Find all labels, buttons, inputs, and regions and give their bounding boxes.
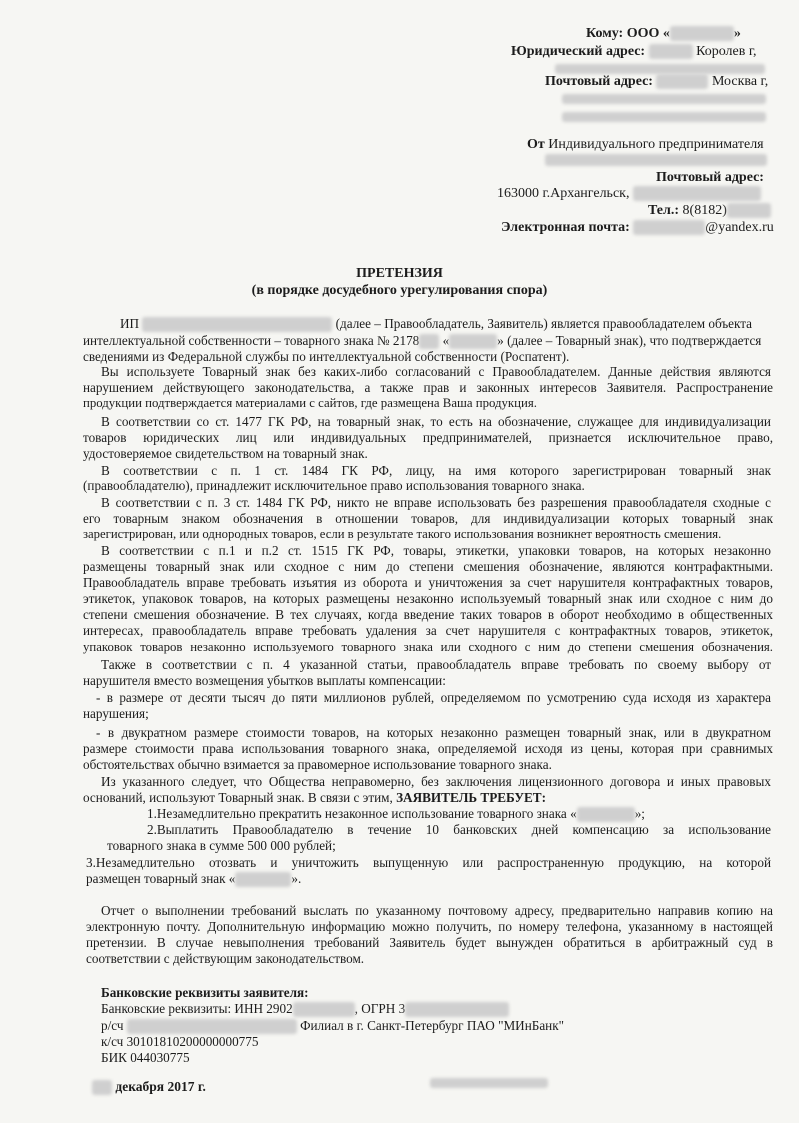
body-line: Вы используете Товарный знак без каких-либо согласований с Правообладателем. Данные действия являются — [101, 364, 771, 379]
legal-address-line — [511, 44, 757, 60]
body-line — [86, 871, 301, 888]
body-line: В соответствии с п.1 и п.2 ст. 1515 ГК РФ, товары, этикетки, упаковки товаров, на которых незаконно — [101, 543, 771, 558]
body-text: размещен товарный знак « — [86, 871, 236, 886]
body-line: интеллектуальной собственности – товарного знака № 2178 « » (далее – Товарный знак), что подтверждается — [83, 333, 762, 348]
body-line: этикеток, упаковок товаров, на которых размещены незаконно используемый товарный знак или сходное с ним до — [83, 591, 773, 606]
postal-address-line — [545, 74, 768, 90]
sender-label: От — [527, 137, 545, 152]
body-text: оснований, используют Товарный знак. В связи с этим, — [83, 790, 393, 805]
bank-line — [101, 1001, 509, 1018]
redacted-block — [405, 1002, 509, 1017]
redacted-block — [419, 334, 439, 349]
sender-postal-value: 163000 г.Архангельск, — [497, 186, 630, 201]
bank-line: БИК 044030775 — [101, 1050, 190, 1065]
body-line: интересах, правообладатель вправе требовать удаления за счет нарушителя с контрафактных товаров, этикеток, — [83, 623, 773, 638]
postal-address-city: Москва г, — [711, 74, 769, 89]
body-line: В соответствии со ст. 1477 ГК РФ, на товарный знак, то есть на обозначение, служащее для индивидуализации — [101, 414, 771, 429]
bank-line: к/сч 30101810200000000775 — [101, 1034, 259, 1049]
document-date: декабря 2017 г. — [115, 1079, 206, 1094]
body-text: Банковские реквизиты: ИНН 2902 — [101, 1001, 293, 1016]
bank-line — [101, 1018, 564, 1035]
body-text: ИП — [120, 316, 140, 331]
body-line: - в размере от десяти тысяч до пяти миллионов рублей, определяемом по усмотрению суда исходя из характера — [96, 690, 771, 705]
body-line: соответствии с действующим законодательством. — [86, 951, 365, 966]
recipient-prefix: Кому: ООО « — [586, 26, 670, 41]
redacted-block — [92, 1080, 112, 1095]
signature-redacted — [430, 1078, 548, 1088]
body-text: 1.Незамедлительно прекратить незаконное использование товарного знака « — [147, 806, 577, 821]
redacted-block — [545, 154, 767, 166]
sender-text: Индивидуального предпринимателя — [548, 137, 764, 152]
recipient-line — [586, 26, 741, 42]
body-text: интеллектуальной собственности – товарного знака № 2178 — [83, 333, 420, 348]
body-line: товарного знака в сумме 500 000 рублей; — [107, 838, 336, 853]
body-line: Правообладатель вправе требовать изъятия из оборота и уничтожения за счет нарушителя контрафактных товаров, — [83, 575, 773, 590]
redacted-block — [235, 872, 291, 887]
legal-address-label: Юридический адрес: — [511, 44, 646, 59]
body-line — [83, 790, 546, 807]
redacted-block — [649, 44, 693, 59]
document-subtitle: (в порядке досудебного урегулирования спора) — [251, 283, 548, 298]
body-line: Отчет о выполнении требований выслать по указанному почтовому адресу, предварительно направив копию на — [101, 903, 773, 918]
redacted-block — [555, 64, 765, 74]
body-text: ». — [291, 871, 302, 886]
body-line: товаров юридических лиц или индивидуальных предпринимателей, признается исключительное право, — [83, 430, 773, 445]
body-line: зарегистрирован, или однородных товаров, если в результате такого использования возникнет вероятность смешения. — [83, 527, 722, 541]
redacted-block — [633, 186, 761, 201]
document-date-line — [92, 1079, 206, 1095]
body-text: , ОГРН 3 — [354, 1001, 406, 1016]
email-value: @yandex.ru — [705, 220, 774, 235]
body-line: размещены товарный знак или сходное с ним до степени смешения обозначение, являются контрафактными. — [83, 559, 773, 574]
demand-item: 3.Незамедлительно отозвать и уничтожить выпущенную или распространенную продукцию, на которой — [86, 855, 771, 870]
redacted-block — [633, 220, 705, 235]
body-line: степени смешения обозначение. В тех случаях, когда введение таких товаров в оборот необходимо в общественных — [83, 607, 773, 622]
email-label: Электронная почта: — [501, 220, 630, 235]
phone-line — [648, 203, 771, 219]
redacted-block — [562, 112, 766, 122]
body-line: сведениями из Федеральной службы по интеллектуальной собственности (Роспатент). — [83, 349, 570, 364]
email-line — [501, 220, 774, 236]
body-line: (правообладателю), принадлежит исключительное право использования товарного знака. — [83, 478, 585, 493]
redacted-block — [656, 74, 708, 89]
demand-item — [147, 806, 645, 823]
phone-value: 8(8182) — [682, 203, 727, 218]
document-title: ПРЕТЕНЗИЯ — [356, 266, 443, 281]
body-line: нарушителя вместо возмещения убытков выплаты компенсации: — [83, 673, 446, 688]
body-line: удостоверяемое свидетельством на товарный знак. — [83, 446, 368, 461]
demand-heading: ЗАЯВИТЕЛЬ ТРЕБУЕТ: — [396, 790, 546, 805]
body-line: В соответствии с п. 1 ст. 1484 ГК РФ, лицу, на имя которого зарегистрирован товарный знак — [101, 463, 771, 478]
body-line: его товарным знаком обозначения в отношении товаров, для индивидуализации которых товарный знак — [83, 511, 773, 526]
body-line: размере стоимости права использования товарного знака, определяемой исходя из цены, которая при сравнимых — [83, 741, 773, 756]
body-line — [120, 316, 752, 333]
redacted-block — [127, 1019, 297, 1034]
redacted-block — [142, 317, 332, 332]
recipient-suffix: » — [733, 26, 741, 41]
body-line: Из указанного следует, что Общества неправомерно, без заключения лицензионного договора и иных правовых — [101, 774, 771, 789]
body-text: р/сч — [101, 1018, 124, 1033]
demand-item: 2.Выплатить Правообладателю в течение 10 банковских дней компенсацию за использование — [147, 822, 771, 837]
sender-postal-label: Почтовый адрес: — [656, 170, 764, 185]
body-line: Также в соответствии с п. 4 указанной статьи, правообладатель вправе требовать по своему выбору от — [101, 657, 771, 672]
legal-address-city: Королев г, — [696, 44, 757, 59]
body-line: обстоятельствах обычно взимается за правомерное использование товарного знака. — [83, 757, 552, 772]
body-text: »; — [634, 806, 645, 821]
body-line: - в двукратном размере стоимости товаров, на которых незаконно размещен товарный знак, или в двукратном — [96, 725, 771, 740]
body-line: нарушением действующего законодательства, а также прав и законных интересов Заявителя. Распространение — [83, 380, 773, 395]
redacted-block — [727, 203, 771, 218]
body-line: продукции подтверждается материалами с сайтов, где размещена Ваша продукция. — [83, 396, 537, 410]
body-line: упаковок товаров незаконно используемого товарного знака или сходного с ним до степени смешения обозначения. — [83, 640, 773, 654]
sender-postal-line — [497, 186, 761, 202]
body-text: » (далее – Товарный знак), что подтверждается — [497, 333, 762, 348]
postal-address-label: Почтовый адрес: — [545, 74, 653, 89]
bank-title: Банковские реквизиты заявителя: — [101, 985, 309, 1000]
body-text: Филиал в г. Санкт-Петербург ПАО "МИнБанк" — [300, 1018, 565, 1033]
redacted-block — [577, 807, 635, 822]
body-line: нарушения; — [83, 706, 149, 721]
redacted-block — [562, 94, 766, 104]
body-line: В соответствии с п. 3 ст. 1484 ГК РФ, никто не вправе использовать без разрешения правообладателя сходные с — [101, 495, 771, 510]
redacted-block — [449, 334, 497, 349]
body-text: (далее – Правообладатель, Заявитель) является правообладателем объекта — [335, 316, 753, 331]
sender-line — [527, 137, 764, 153]
redacted-block — [293, 1002, 355, 1017]
body-line: электронную почту. Дополнительную информацию можно получить, по номеру телефона, указанному в настоящей — [86, 919, 773, 934]
body-line: претензии. В случае невыполнения требований Заявитель будет вынужден обратиться в арбитражный суд в — [86, 935, 773, 950]
redacted-block — [670, 26, 734, 41]
phone-label: Тел.: — [648, 203, 680, 218]
